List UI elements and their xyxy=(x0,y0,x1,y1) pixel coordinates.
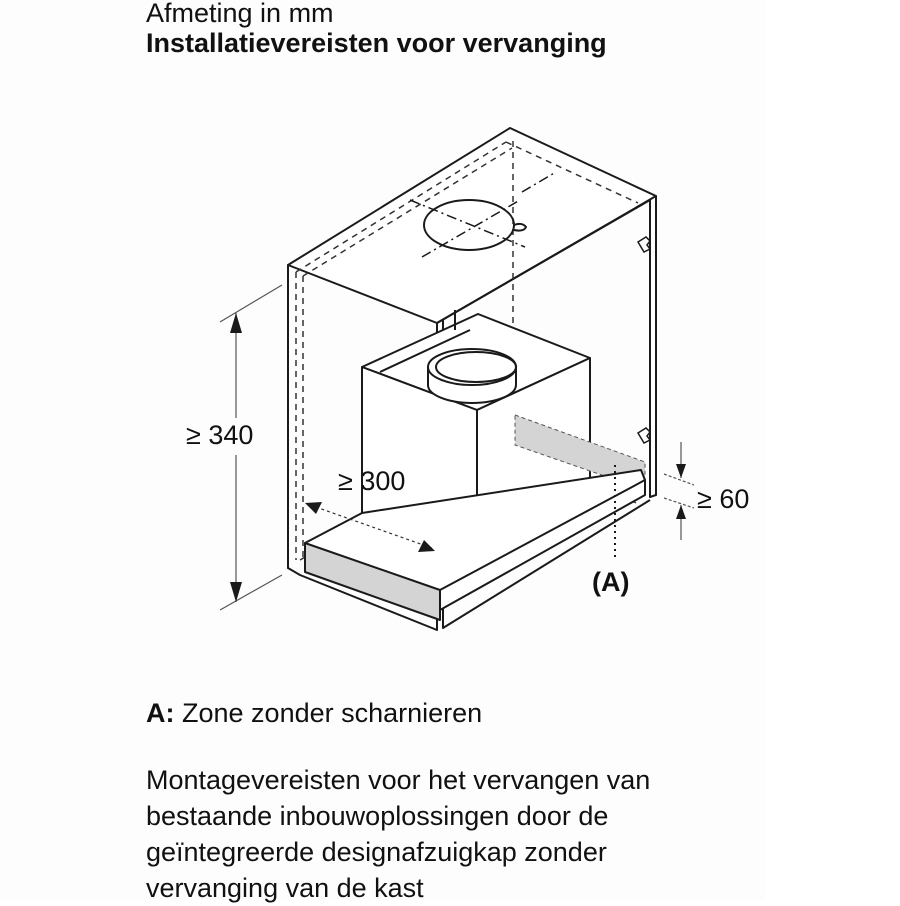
description-line: vervanging van de kast xyxy=(146,873,424,903)
description-line: bestaande inbouwoplossingen door de xyxy=(146,801,609,831)
legend-key: A: xyxy=(146,698,175,728)
page-title: Installatievereisten voor vervanging xyxy=(146,28,607,58)
dimension-unit-note: Afmeting in mm xyxy=(146,0,334,28)
description-line: geïntegreerde designafzuigkap zonder xyxy=(146,837,607,867)
legend-text: Zone zonder scharnieren xyxy=(182,698,483,728)
clearance-dimension-label: ≥ 60 xyxy=(697,484,750,514)
depth-dimension-label: ≥ 300 xyxy=(338,466,406,496)
legend-zone-a xyxy=(146,698,482,729)
hood-duct-collar xyxy=(428,349,516,403)
hinge-icons xyxy=(638,237,650,443)
dimension-bottom-clearance xyxy=(664,442,694,540)
description-line: Montagevereisten voor het vervangen van xyxy=(146,765,651,795)
cabinet-left-panel xyxy=(288,265,300,575)
height-dimension-label: ≥ 340 xyxy=(186,420,254,450)
description-paragraph xyxy=(146,762,650,906)
zone-a-marker: (A) xyxy=(592,567,630,597)
